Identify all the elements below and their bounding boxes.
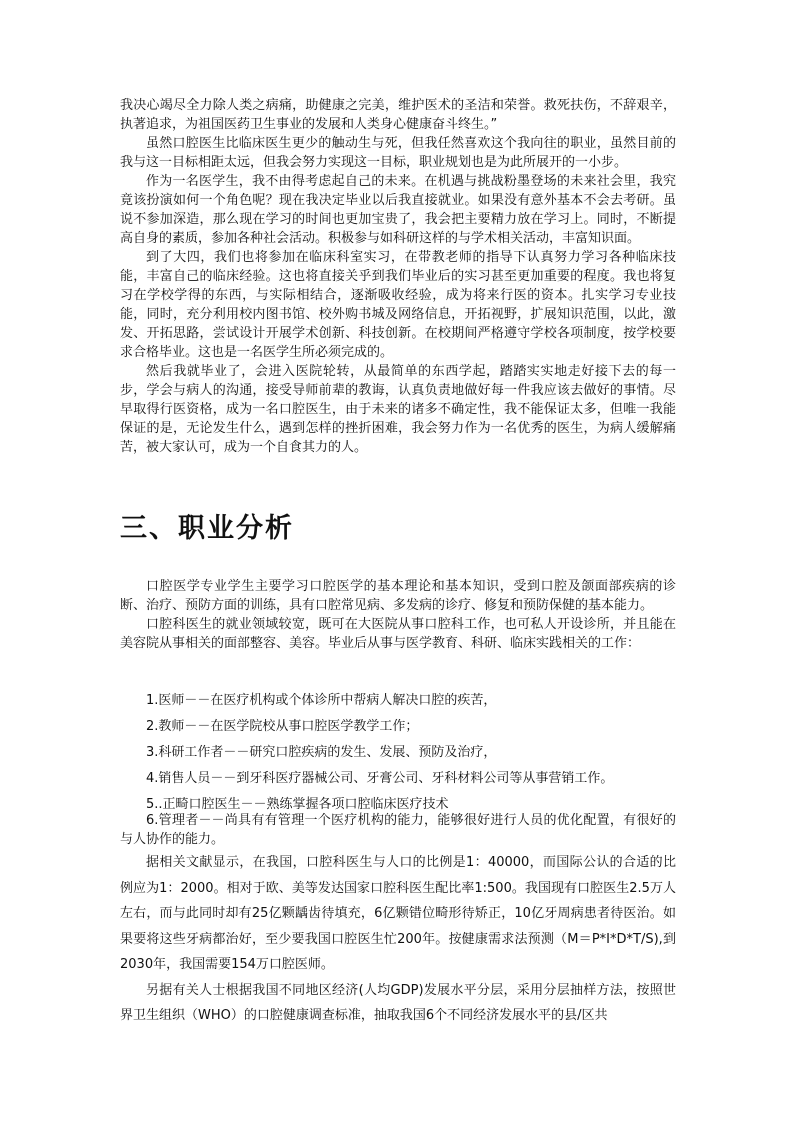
career-list <box>120 688 676 818</box>
paragraph-internship: 到了大四，我们也将参加在临床科室实习，在带教老师的指导下认真努力学习各种临床技能，丰富自己的临床经验。这也将直接关乎到我们毕业后的实习甚至更加重要的程度。我也将复习在学校学得的东西，与实际相结合，逐渐吸收经验，成为将来行医的资本。扎实学习专业技能，同时，充分利用校内图书馆、校外购书城及网络信息，开拓视野，扩展知识范围，以此，激发、开拓思路，尝试设计开展学术创新、科技创新。在校期间严格遵守学校各项制度，按学校要求合格毕业。这也是一名医学生所必须完成的。 <box>120 250 676 360</box>
paragraph-major-description: 口腔医学专业学生主要学习口腔医学的基本理论和基本知识，受到口腔及颌面部疾病的诊断、治疗、预防方面的训练，具有口腔常见病、多发病的诊疗、修复和预防保健的基本能力。 <box>120 579 676 613</box>
paragraph-oath: 我决心竭尽全力除人类之病痛，助健康之完美，维护医术的圣洁和荣誉。救死扶伤，不辞艰辛，执著追求，为祖国医药卫生事业的发展和人类身心健康奋斗终生。” <box>120 98 676 132</box>
paragraph-who-survey: 另据有关人士根据我国不同地区经济(人均GDP)发展水平分层，采用分层抽样方法，按照世界卫生组织（WHO）的口腔健康调查标准，抽取我国6个不同经济发展水平的县/区共 <box>120 982 676 1023</box>
career-analysis-intro <box>120 577 676 653</box>
section-heading-career-analysis: 三、职业分析 <box>120 513 294 544</box>
list-item: 5..正畸口腔医生－－熟练掌握各项口腔临床医疗技术 <box>146 797 449 812</box>
list-item: 2.教师－－在医学院校从事口腔医学教学工作； <box>146 719 419 734</box>
paragraph-dental-career: 虽然口腔医生比临床医生更少的触动生与死，但我任然喜欢这个我向往的职业，虽然目前的我与这一目标相距太远，但我会努力实现这一目标，职业规划也是为此所展开的一小步。 <box>120 136 676 170</box>
paragraph-future-plan: 作为一名医学生，我不由得考虑起自己的未来。在机遇与挑战粉墨登场的未来社会里，我究竟该扮演如何一个角色呢？现在我决定毕业以后我直接就业。如果没有意外基本不会去考研。虽说不参加深造，那么现在学习的时间也更加宝贵了，我会把主要精力放在学习上。同时，不断提高自身的素质，参加各种社会活动。积极参与如科研这样的与学术相关活动，丰富知识面。 <box>120 174 676 246</box>
paragraph-dentist-ratio: 据相关文献显示，在我国，口腔科医生与人口的比例是1：40000，而国际公认的合适的比例应为1：2000。相对于欧、美等发达国家口腔科医生配比率1:500。我国现有口腔医生2.5万人左右，而与此同时却有25亿颗龋齿待填充，6亿颗错位畸形待矫正，10亿牙周病患者待医治。如果要将这些牙病都治好，至少要我国口腔医生忙200年。按健康需求法预测（M＝P*I*D*T/S),到2030年，我国需要154万口腔医师。 <box>120 855 676 972</box>
career-list-item-6 <box>120 811 676 849</box>
list-item: 1.医师－－在医疗机构或个体诊所中帮病人解决口腔的疾苦， <box>146 693 497 708</box>
paragraph-employment-fields: 口腔科医生的就业领域较宽，既可在大医院从事口腔科工作，也可私人开设诊所，并且能在美容院从事相关的面部整容、美容。毕业后从事与医学教育、科研、临床实践相关的工作： <box>120 617 676 651</box>
list-item: 4.销售人员－－到牙科医疗器械公司、牙膏公司、牙科材料公司等从事营销工作。 <box>146 771 614 786</box>
paragraph-after-graduation: 然后我就毕业了，会进入医院轮转，从最简单的东西学起，踏踏实实地走好接下去的每一步，学会与病人的沟通，接受导师前辈的教诲，认真负责地做好每一件我应该去做好的事情。尽早取得行医资格，成为一名口腔医生，由于未来的诸多不确定性，我不能保证太多，但唯一我能保证的是，无论发生什么，遇到怎样的挫折困难，我会努力作为一名优秀的医生，为病人缓解痛苦，被大家认可，成为一个自食其力的人。 <box>120 364 676 455</box>
list-item: 6.管理者－－尚具有有管理一个医疗机构的能力，能够很好进行人员的优化配置，有很好的与人协作的能力。 <box>120 813 676 847</box>
list-item: 3.科研工作者－－研究口腔疾病的发生、发展、预防及治疗， <box>146 745 497 760</box>
intro-text-block <box>120 96 676 457</box>
statistics-text-block <box>120 850 676 1029</box>
